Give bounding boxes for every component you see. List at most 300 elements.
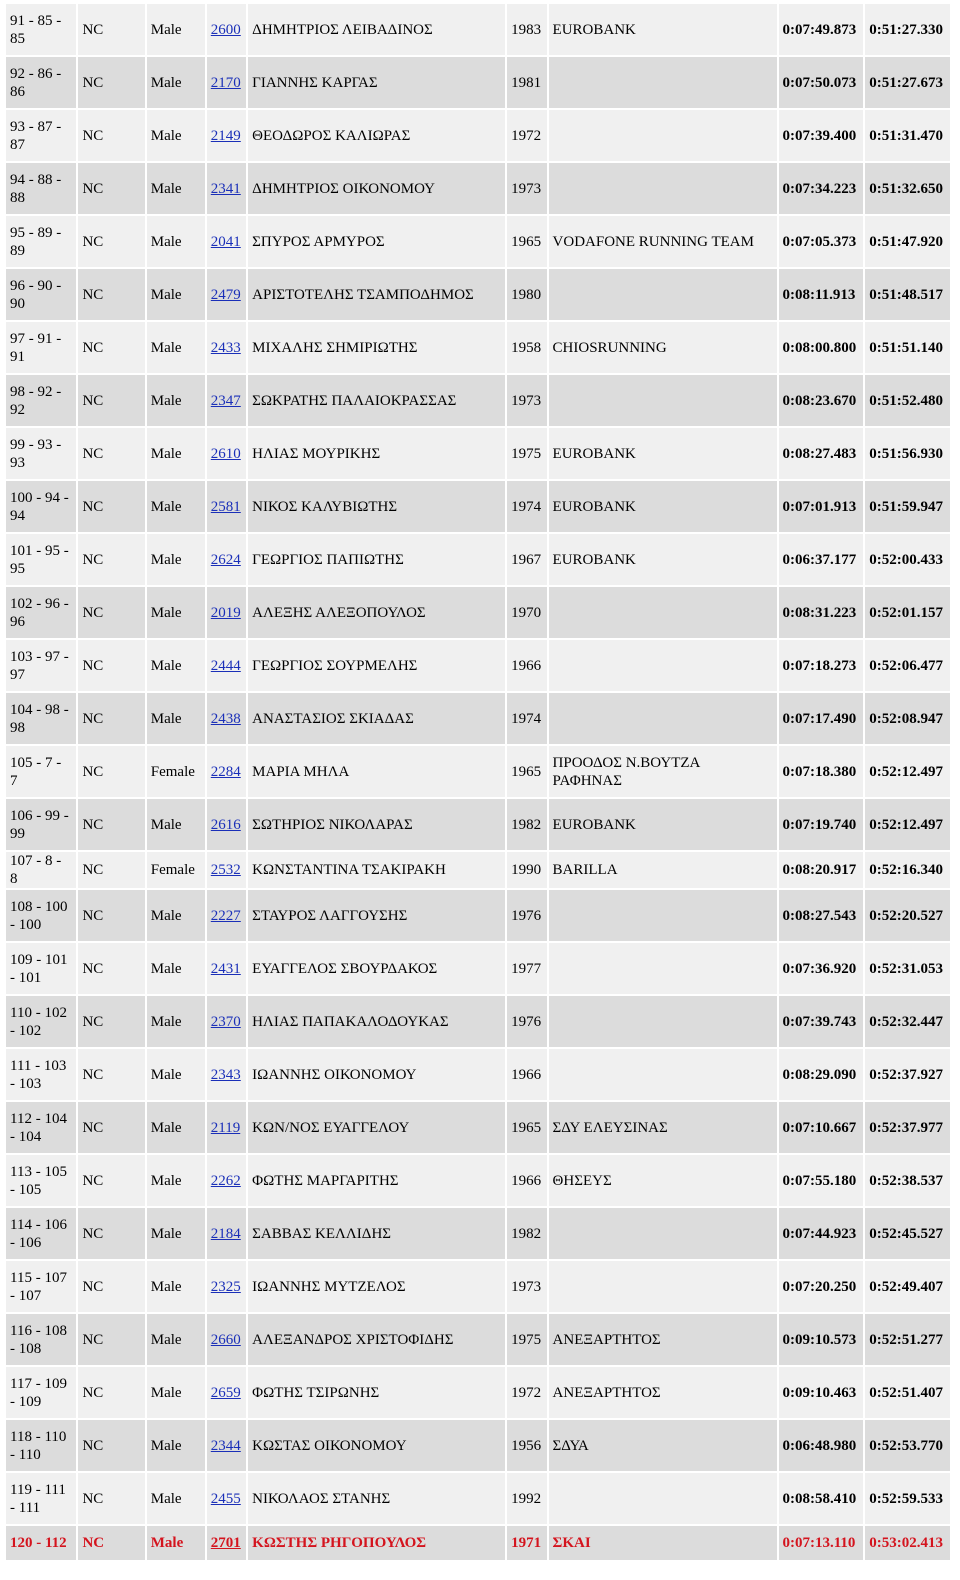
club-cell (549, 693, 777, 744)
gender-cell: Male (147, 534, 205, 585)
finish-time-cell: 0:52:31.053 (865, 943, 950, 994)
bib-cell (207, 1155, 246, 1206)
position-cell: 106 - 99 - 99 (6, 799, 76, 850)
bib-cell (207, 481, 246, 532)
club-cell (549, 1473, 777, 1524)
table-row (6, 1208, 950, 1259)
club-cell (549, 1261, 777, 1312)
category-cell: NC (78, 428, 144, 479)
club-cell (549, 1049, 777, 1100)
birth-year-cell: 1973 (507, 163, 546, 214)
category-cell: NC (78, 996, 144, 1047)
runner-name-cell: ΜΑΡΙΑ ΜΗΛΑ (248, 746, 505, 797)
gender-cell: Male (147, 216, 205, 267)
category-cell: NC (78, 1473, 144, 1524)
club-cell: VODAFONE RUNNING TEAM (549, 216, 777, 267)
split-time-cell: 0:09:10.573 (779, 1314, 864, 1365)
runner-name-cell: ΔΗΜΗΤΡΙΟΣ ΟΙΚΟΝΟΜΟΥ (248, 163, 505, 214)
table-row (6, 269, 950, 320)
category-cell: NC (78, 534, 144, 585)
category-cell: NC (78, 269, 144, 320)
bib-cell (207, 640, 246, 691)
birth-year-cell: 1965 (507, 1102, 546, 1153)
position-cell: 104 - 98 - 98 (6, 693, 76, 744)
finish-time-cell: 0:51:27.330 (865, 4, 950, 55)
position-cell: 111 - 103 - 103 (6, 1049, 76, 1100)
position-cell: 103 - 97 - 97 (6, 640, 76, 691)
gender-cell: Male (147, 1261, 205, 1312)
table-row (6, 428, 950, 479)
gender-cell: Male (147, 1473, 205, 1524)
finish-time-cell: 0:51:59.947 (865, 481, 950, 532)
bib-cell (207, 269, 246, 320)
birth-year-cell: 1990 (507, 852, 546, 888)
position-cell: 95 - 89 - 89 (6, 216, 76, 267)
split-time-cell: 0:08:23.670 (779, 375, 864, 426)
gender-cell: Male (147, 1420, 205, 1471)
table-row (6, 57, 950, 108)
birth-year-cell: 1971 (507, 1526, 546, 1560)
birth-year-cell: 1973 (507, 375, 546, 426)
category-cell: NC (78, 57, 144, 108)
table-row (6, 481, 950, 532)
bib-cell (207, 1473, 246, 1524)
position-cell: 102 - 96 - 96 (6, 587, 76, 638)
split-time-cell: 0:07:01.913 (779, 481, 864, 532)
table-row (6, 1155, 950, 1206)
birth-year-cell: 1982 (507, 1208, 546, 1259)
birth-year-cell: 1972 (507, 1367, 546, 1418)
table-row (6, 1261, 950, 1312)
bib-cell (207, 1420, 246, 1471)
bib-link[interactable]: 2170 (210, 74, 241, 91)
finish-time-cell: 0:52:37.977 (865, 1102, 950, 1153)
bib-cell (207, 1102, 246, 1153)
position-cell: 98 - 92 - 92 (6, 375, 76, 426)
finish-time-cell: 0:52:45.527 (865, 1208, 950, 1259)
bib-link[interactable]: 2610 (210, 445, 241, 462)
position-cell: 120 - 112 (6, 1526, 76, 1560)
bib-link[interactable]: 2444 (210, 657, 241, 674)
finish-time-cell: 0:51:48.517 (865, 269, 950, 320)
runner-name-cell: ΙΩΑΝΝΗΣ ΟΙΚΟΝΟΜΟΥ (248, 1049, 505, 1100)
birth-year-cell: 1982 (507, 799, 546, 850)
club-cell: EUROBANK (549, 481, 777, 532)
gender-cell: Male (147, 428, 205, 479)
category-cell: NC (78, 1261, 144, 1312)
birth-year-cell: 1967 (507, 534, 546, 585)
bib-cell (207, 163, 246, 214)
gender-cell: Male (147, 163, 205, 214)
gender-cell: Male (147, 996, 205, 1047)
runner-name-cell: ΔΗΜΗΤΡΙΟΣ ΛΕΙΒΑΔΙΝΟΣ (248, 4, 505, 55)
table-row (6, 587, 950, 638)
category-cell: NC (78, 1314, 144, 1365)
bib-cell (207, 852, 246, 888)
runner-name-cell: ΣΩΚΡΑΤΗΣ ΠΑΛΑΙΟΚΡΑΣΣΑΣ (248, 375, 505, 426)
bib-link[interactable]: 2262 (210, 1172, 241, 1189)
birth-year-cell: 1966 (507, 1155, 546, 1206)
table-row (6, 890, 950, 941)
position-cell: 110 - 102 - 102 (6, 996, 76, 1047)
table-row (6, 1049, 950, 1100)
club-cell (549, 269, 777, 320)
split-time-cell: 0:08:11.913 (779, 269, 864, 320)
position-cell: 114 - 106 - 106 (6, 1208, 76, 1259)
finish-time-cell: 0:52:20.527 (865, 890, 950, 941)
split-time-cell: 0:06:37.177 (779, 534, 864, 585)
table-row (6, 534, 950, 585)
position-cell: 108 - 100 - 100 (6, 890, 76, 941)
table-row (6, 943, 950, 994)
bib-link[interactable]: 2325 (210, 1278, 241, 1295)
gender-cell: Male (147, 322, 205, 373)
table-row (6, 852, 950, 888)
bib-cell (207, 1049, 246, 1100)
gender-cell: Male (147, 1526, 205, 1560)
category-cell: NC (78, 890, 144, 941)
finish-time-cell: 0:51:47.920 (865, 216, 950, 267)
position-cell: 96 - 90 - 90 (6, 269, 76, 320)
position-cell: 118 - 110 - 110 (6, 1420, 76, 1471)
position-cell: 92 - 86 - 86 (6, 57, 76, 108)
split-time-cell: 0:07:20.250 (779, 1261, 864, 1312)
category-cell: NC (78, 110, 144, 161)
bib-cell (207, 216, 246, 267)
club-cell (549, 110, 777, 161)
bib-link[interactable]: 2344 (210, 1437, 241, 1454)
position-cell: 113 - 105 - 105 (6, 1155, 76, 1206)
split-time-cell: 0:06:48.980 (779, 1420, 864, 1471)
gender-cell: Male (147, 1367, 205, 1418)
bib-link[interactable]: 2431 (210, 960, 241, 977)
split-time-cell: 0:08:27.543 (779, 890, 864, 941)
category-cell: NC (78, 216, 144, 267)
birth-year-cell: 1965 (507, 746, 546, 797)
category-cell: NC (78, 1367, 144, 1418)
club-cell (549, 890, 777, 941)
bib-cell (207, 322, 246, 373)
table-row (6, 1102, 950, 1153)
table-row (6, 1367, 950, 1418)
position-cell: 112 - 104 - 104 (6, 1102, 76, 1153)
gender-cell: Male (147, 640, 205, 691)
bib-cell (207, 1367, 246, 1418)
split-time-cell: 0:07:05.373 (779, 216, 864, 267)
bib-link[interactable]: 2347 (210, 392, 241, 409)
birth-year-cell: 1975 (507, 428, 546, 479)
club-cell (549, 163, 777, 214)
position-cell: 109 - 101 - 101 (6, 943, 76, 994)
gender-cell: Male (147, 481, 205, 532)
category-cell: NC (78, 1526, 144, 1560)
birth-year-cell: 1973 (507, 1261, 546, 1312)
position-cell: 117 - 109 - 109 (6, 1367, 76, 1418)
category-cell: NC (78, 799, 144, 850)
category-cell: NC (78, 746, 144, 797)
bib-link[interactable]: 2581 (210, 498, 241, 515)
finish-time-cell: 0:51:56.930 (865, 428, 950, 479)
position-cell: 91 - 85 - 85 (6, 4, 76, 55)
position-cell: 94 - 88 - 88 (6, 163, 76, 214)
category-cell: NC (78, 1049, 144, 1100)
bib-link[interactable]: 2438 (210, 710, 241, 727)
split-time-cell: 0:07:44.923 (779, 1208, 864, 1259)
bib-link[interactable]: 2019 (210, 604, 241, 621)
club-cell: EUROBANK (549, 4, 777, 55)
category-cell: NC (78, 322, 144, 373)
position-cell: 99 - 93 - 93 (6, 428, 76, 479)
bib-link[interactable]: 2701 (210, 1535, 241, 1551)
bib-cell (207, 1208, 246, 1259)
category-cell: NC (78, 1102, 144, 1153)
runner-name-cell: ΑΛΕΞΑΝΔΡΟΣ ΧΡΙΣΤΟΦΙΔΗΣ (248, 1314, 505, 1365)
bib-link[interactable]: 2284 (210, 763, 241, 780)
split-time-cell: 0:07:19.740 (779, 799, 864, 850)
gender-cell: Male (147, 1155, 205, 1206)
gender-cell: Male (147, 269, 205, 320)
table-row (6, 1420, 950, 1471)
runner-name-cell: ΚΩΣΤΗΣ ΡΗΓΟΠΟΥΛΟΣ (248, 1526, 505, 1560)
position-cell: 107 - 8 - 8 (6, 852, 76, 888)
table-row (6, 1314, 950, 1365)
gender-cell: Male (147, 943, 205, 994)
runner-name-cell: ΚΩΣΤΑΣ ΟΙΚΟΝΟΜΟΥ (248, 1420, 505, 1471)
runner-name-cell: ΕΥΑΓΓΕΛΟΣ ΣΒΟΥΡΔΑΚΟΣ (248, 943, 505, 994)
birth-year-cell: 1972 (507, 110, 546, 161)
gender-cell: Female (147, 852, 205, 888)
category-cell: NC (78, 481, 144, 532)
finish-time-cell: 0:52:38.537 (865, 1155, 950, 1206)
club-cell (549, 587, 777, 638)
split-time-cell: 0:07:34.223 (779, 163, 864, 214)
gender-cell: Male (147, 693, 205, 744)
finish-time-cell: 0:52:51.277 (865, 1314, 950, 1365)
runner-name-cell: ΓΕΩΡΓΙΟΣ ΣΟΥΡΜΕΛΗΣ (248, 640, 505, 691)
table-row (6, 640, 950, 691)
bib-cell (207, 534, 246, 585)
runner-name-cell: ΙΩΑΝΝΗΣ ΜΥΤΖΕΛΟΣ (248, 1261, 505, 1312)
club-cell: BARILLA (549, 852, 777, 888)
category-cell: NC (78, 163, 144, 214)
position-cell: 119 - 111 - 111 (6, 1473, 76, 1524)
table-row (6, 163, 950, 214)
split-time-cell: 0:07:39.743 (779, 996, 864, 1047)
runner-name-cell: ΣΤΑΥΡΟΣ ΛΑΓΓΟΥΣΗΣ (248, 890, 505, 941)
bib-link[interactable]: 2616 (210, 816, 241, 833)
runner-name-cell: ΗΛΙΑΣ ΠΑΠΑΚΑΛΟΔΟΥΚΑΣ (248, 996, 505, 1047)
finish-time-cell: 0:51:27.673 (865, 57, 950, 108)
table-row (6, 746, 950, 797)
finish-time-cell: 0:52:32.447 (865, 996, 950, 1047)
club-cell (549, 640, 777, 691)
position-cell: 93 - 87 - 87 (6, 110, 76, 161)
gender-cell: Male (147, 1208, 205, 1259)
runner-name-cell: ΘΕΟΔΩΡΟΣ ΚΑΛΙΩΡΑΣ (248, 110, 505, 161)
finish-time-cell: 0:52:06.477 (865, 640, 950, 691)
bib-cell (207, 996, 246, 1047)
split-time-cell: 0:07:50.073 (779, 57, 864, 108)
gender-cell: Male (147, 799, 205, 850)
finish-time-cell: 0:51:32.650 (865, 163, 950, 214)
club-cell: EUROBANK (549, 799, 777, 850)
runner-name-cell: ΑΛΕΞΗΣ ΑΛΕΞΟΠΟΥΛΟΣ (248, 587, 505, 638)
club-cell (549, 996, 777, 1047)
runner-name-cell: ΓΕΩΡΓΙΟΣ ΠΑΠΙΩΤΗΣ (248, 534, 505, 585)
gender-cell: Male (147, 110, 205, 161)
club-cell: ΣΔΥΑ (549, 1420, 777, 1471)
table-row (6, 693, 950, 744)
bib-cell (207, 890, 246, 941)
runner-name-cell: ΝΙΚΟΛΑΟΣ ΣΤΑΝΗΣ (248, 1473, 505, 1524)
category-cell: NC (78, 943, 144, 994)
split-time-cell: 0:08:58.410 (779, 1473, 864, 1524)
finish-time-cell: 0:52:49.407 (865, 1261, 950, 1312)
table-row (6, 996, 950, 1047)
bib-link[interactable]: 2149 (210, 127, 241, 144)
bib-cell (207, 428, 246, 479)
birth-year-cell: 1977 (507, 943, 546, 994)
club-cell: ΑΝΕΞΑΡΤΗΤΟΣ (549, 1314, 777, 1365)
split-time-cell: 0:07:17.490 (779, 693, 864, 744)
results-body (6, 4, 950, 1560)
runner-name-cell: ΑΡΙΣΤΟΤΕΛΗΣ ΤΣΑΜΠΟΔΗΜΟΣ (248, 269, 505, 320)
split-time-cell: 0:09:10.463 (779, 1367, 864, 1418)
runner-name-cell: ΦΩΤΗΣ ΤΣΙΡΩΝΗΣ (248, 1367, 505, 1418)
bib-cell (207, 799, 246, 850)
bib-link[interactable]: 2184 (210, 1225, 241, 1242)
position-cell: 97 - 91 - 91 (6, 322, 76, 373)
club-cell: ΑΝΕΞΑΡΤΗΤΟΣ (549, 1367, 777, 1418)
bib-link[interactable]: 2370 (210, 1013, 241, 1030)
club-cell: ΠΡΟΟΔΟΣ Ν.ΒΟΥΤΖΑ ΡΑΦΗΝΑΣ (549, 746, 777, 797)
birth-year-cell: 1966 (507, 1049, 546, 1100)
club-cell (549, 1208, 777, 1259)
finish-time-cell: 0:52:16.340 (865, 852, 950, 888)
bib-link[interactable]: 2660 (210, 1331, 241, 1348)
birth-year-cell: 1980 (507, 269, 546, 320)
birth-year-cell: 1958 (507, 322, 546, 373)
split-time-cell: 0:07:10.667 (779, 1102, 864, 1153)
finish-time-cell: 0:52:12.497 (865, 746, 950, 797)
bib-link[interactable]: 2479 (210, 286, 241, 303)
gender-cell: Male (147, 1049, 205, 1100)
table-row (6, 1473, 950, 1524)
bib-link[interactable]: 2455 (210, 1490, 241, 1507)
club-cell: CHIOSRUNNING (549, 322, 777, 373)
bib-link[interactable]: 2341 (210, 180, 241, 197)
runner-name-cell: ΑΝΑΣΤΑΣΙΟΣ ΣΚΙΑΔΑΣ (248, 693, 505, 744)
runner-name-cell: ΓΙΑΝΝΗΣ ΚΑΡΓΑΣ (248, 57, 505, 108)
category-cell: NC (78, 852, 144, 888)
bib-link[interactable]: 2343 (210, 1066, 241, 1083)
club-cell (549, 375, 777, 426)
finish-time-cell: 0:52:53.770 (865, 1420, 950, 1471)
bib-link[interactable]: 2041 (210, 233, 241, 250)
gender-cell: Male (147, 57, 205, 108)
position-cell: 105 - 7 - 7 (6, 746, 76, 797)
category-cell: NC (78, 693, 144, 744)
bib-cell (207, 4, 246, 55)
position-cell: 116 - 108 - 108 (6, 1314, 76, 1365)
finish-time-cell: 0:52:37.927 (865, 1049, 950, 1100)
club-cell: ΣΔΥ ΕΛΕΥΣΙΝΑΣ (549, 1102, 777, 1153)
gender-cell: Male (147, 1102, 205, 1153)
category-cell: NC (78, 640, 144, 691)
position-cell: 115 - 107 - 107 (6, 1261, 76, 1312)
gender-cell: Male (147, 4, 205, 55)
bib-link[interactable]: 2227 (210, 907, 241, 924)
table-row (6, 110, 950, 161)
gender-cell: Male (147, 375, 205, 426)
finish-time-cell: 0:52:00.433 (865, 534, 950, 585)
runner-name-cell: ΚΩΝΣΤΑΝΤΙΝΑ ΤΣΑΚΙΡΑΚΗ (248, 852, 505, 888)
birth-year-cell: 1956 (507, 1420, 546, 1471)
runner-name-cell: ΣΩΤΗΡΙΟΣ ΝΙΚΟΛΑΡΑΣ (248, 799, 505, 850)
runner-name-cell: ΚΩΝ/ΝΟΣ ΕΥΑΓΓΕΛΟΥ (248, 1102, 505, 1153)
split-time-cell: 0:07:13.110 (779, 1526, 864, 1560)
birth-year-cell: 1992 (507, 1473, 546, 1524)
bib-cell (207, 943, 246, 994)
club-cell (549, 943, 777, 994)
bib-link[interactable]: 2600 (210, 21, 241, 38)
bib-cell (207, 1261, 246, 1312)
category-cell: NC (78, 1420, 144, 1471)
table-row (6, 216, 950, 267)
finish-time-cell: 0:52:08.947 (865, 693, 950, 744)
bib-cell (207, 110, 246, 161)
position-cell: 101 - 95 - 95 (6, 534, 76, 585)
split-time-cell: 0:07:18.273 (779, 640, 864, 691)
split-time-cell: 0:07:36.920 (779, 943, 864, 994)
birth-year-cell: 1974 (507, 693, 546, 744)
category-cell: NC (78, 587, 144, 638)
bib-cell (207, 746, 246, 797)
club-cell (549, 57, 777, 108)
club-cell: EUROBANK (549, 534, 777, 585)
split-time-cell: 0:07:18.380 (779, 746, 864, 797)
category-cell: NC (78, 1155, 144, 1206)
split-time-cell: 0:08:00.800 (779, 322, 864, 373)
birth-year-cell: 1976 (507, 890, 546, 941)
category-cell: NC (78, 1208, 144, 1259)
category-cell: NC (78, 375, 144, 426)
split-time-cell: 0:07:49.873 (779, 4, 864, 55)
bib-link[interactable]: 2659 (210, 1384, 241, 1401)
birth-year-cell: 1965 (507, 216, 546, 267)
club-cell: EUROBANK (549, 428, 777, 479)
runner-name-cell: ΗΛΙΑΣ ΜΟΥΡΙΚΗΣ (248, 428, 505, 479)
birth-year-cell: 1981 (507, 57, 546, 108)
bib-cell (207, 57, 246, 108)
club-cell: ΣΚΑΙ (549, 1526, 777, 1560)
runner-name-cell: ΦΩΤΗΣ ΜΑΡΓΑΡΙΤΗΣ (248, 1155, 505, 1206)
bib-link[interactable]: 2532 (210, 862, 241, 878)
split-time-cell: 0:08:27.483 (779, 428, 864, 479)
bib-cell (207, 587, 246, 638)
finish-time-cell: 0:52:59.533 (865, 1473, 950, 1524)
finish-time-cell: 0:53:02.413 (865, 1526, 950, 1560)
bib-link[interactable]: 2119 (210, 1119, 241, 1136)
results-table (4, 2, 952, 1562)
bib-link[interactable]: 2433 (210, 339, 241, 356)
split-time-cell: 0:08:31.223 (779, 587, 864, 638)
runner-name-cell: ΜΙΧΑΛΗΣ ΣΗΜΙΡΙΩΤΗΣ (248, 322, 505, 373)
table-row (6, 375, 950, 426)
birth-year-cell: 1974 (507, 481, 546, 532)
bib-cell (207, 1526, 246, 1560)
bib-link[interactable]: 2624 (210, 551, 241, 568)
